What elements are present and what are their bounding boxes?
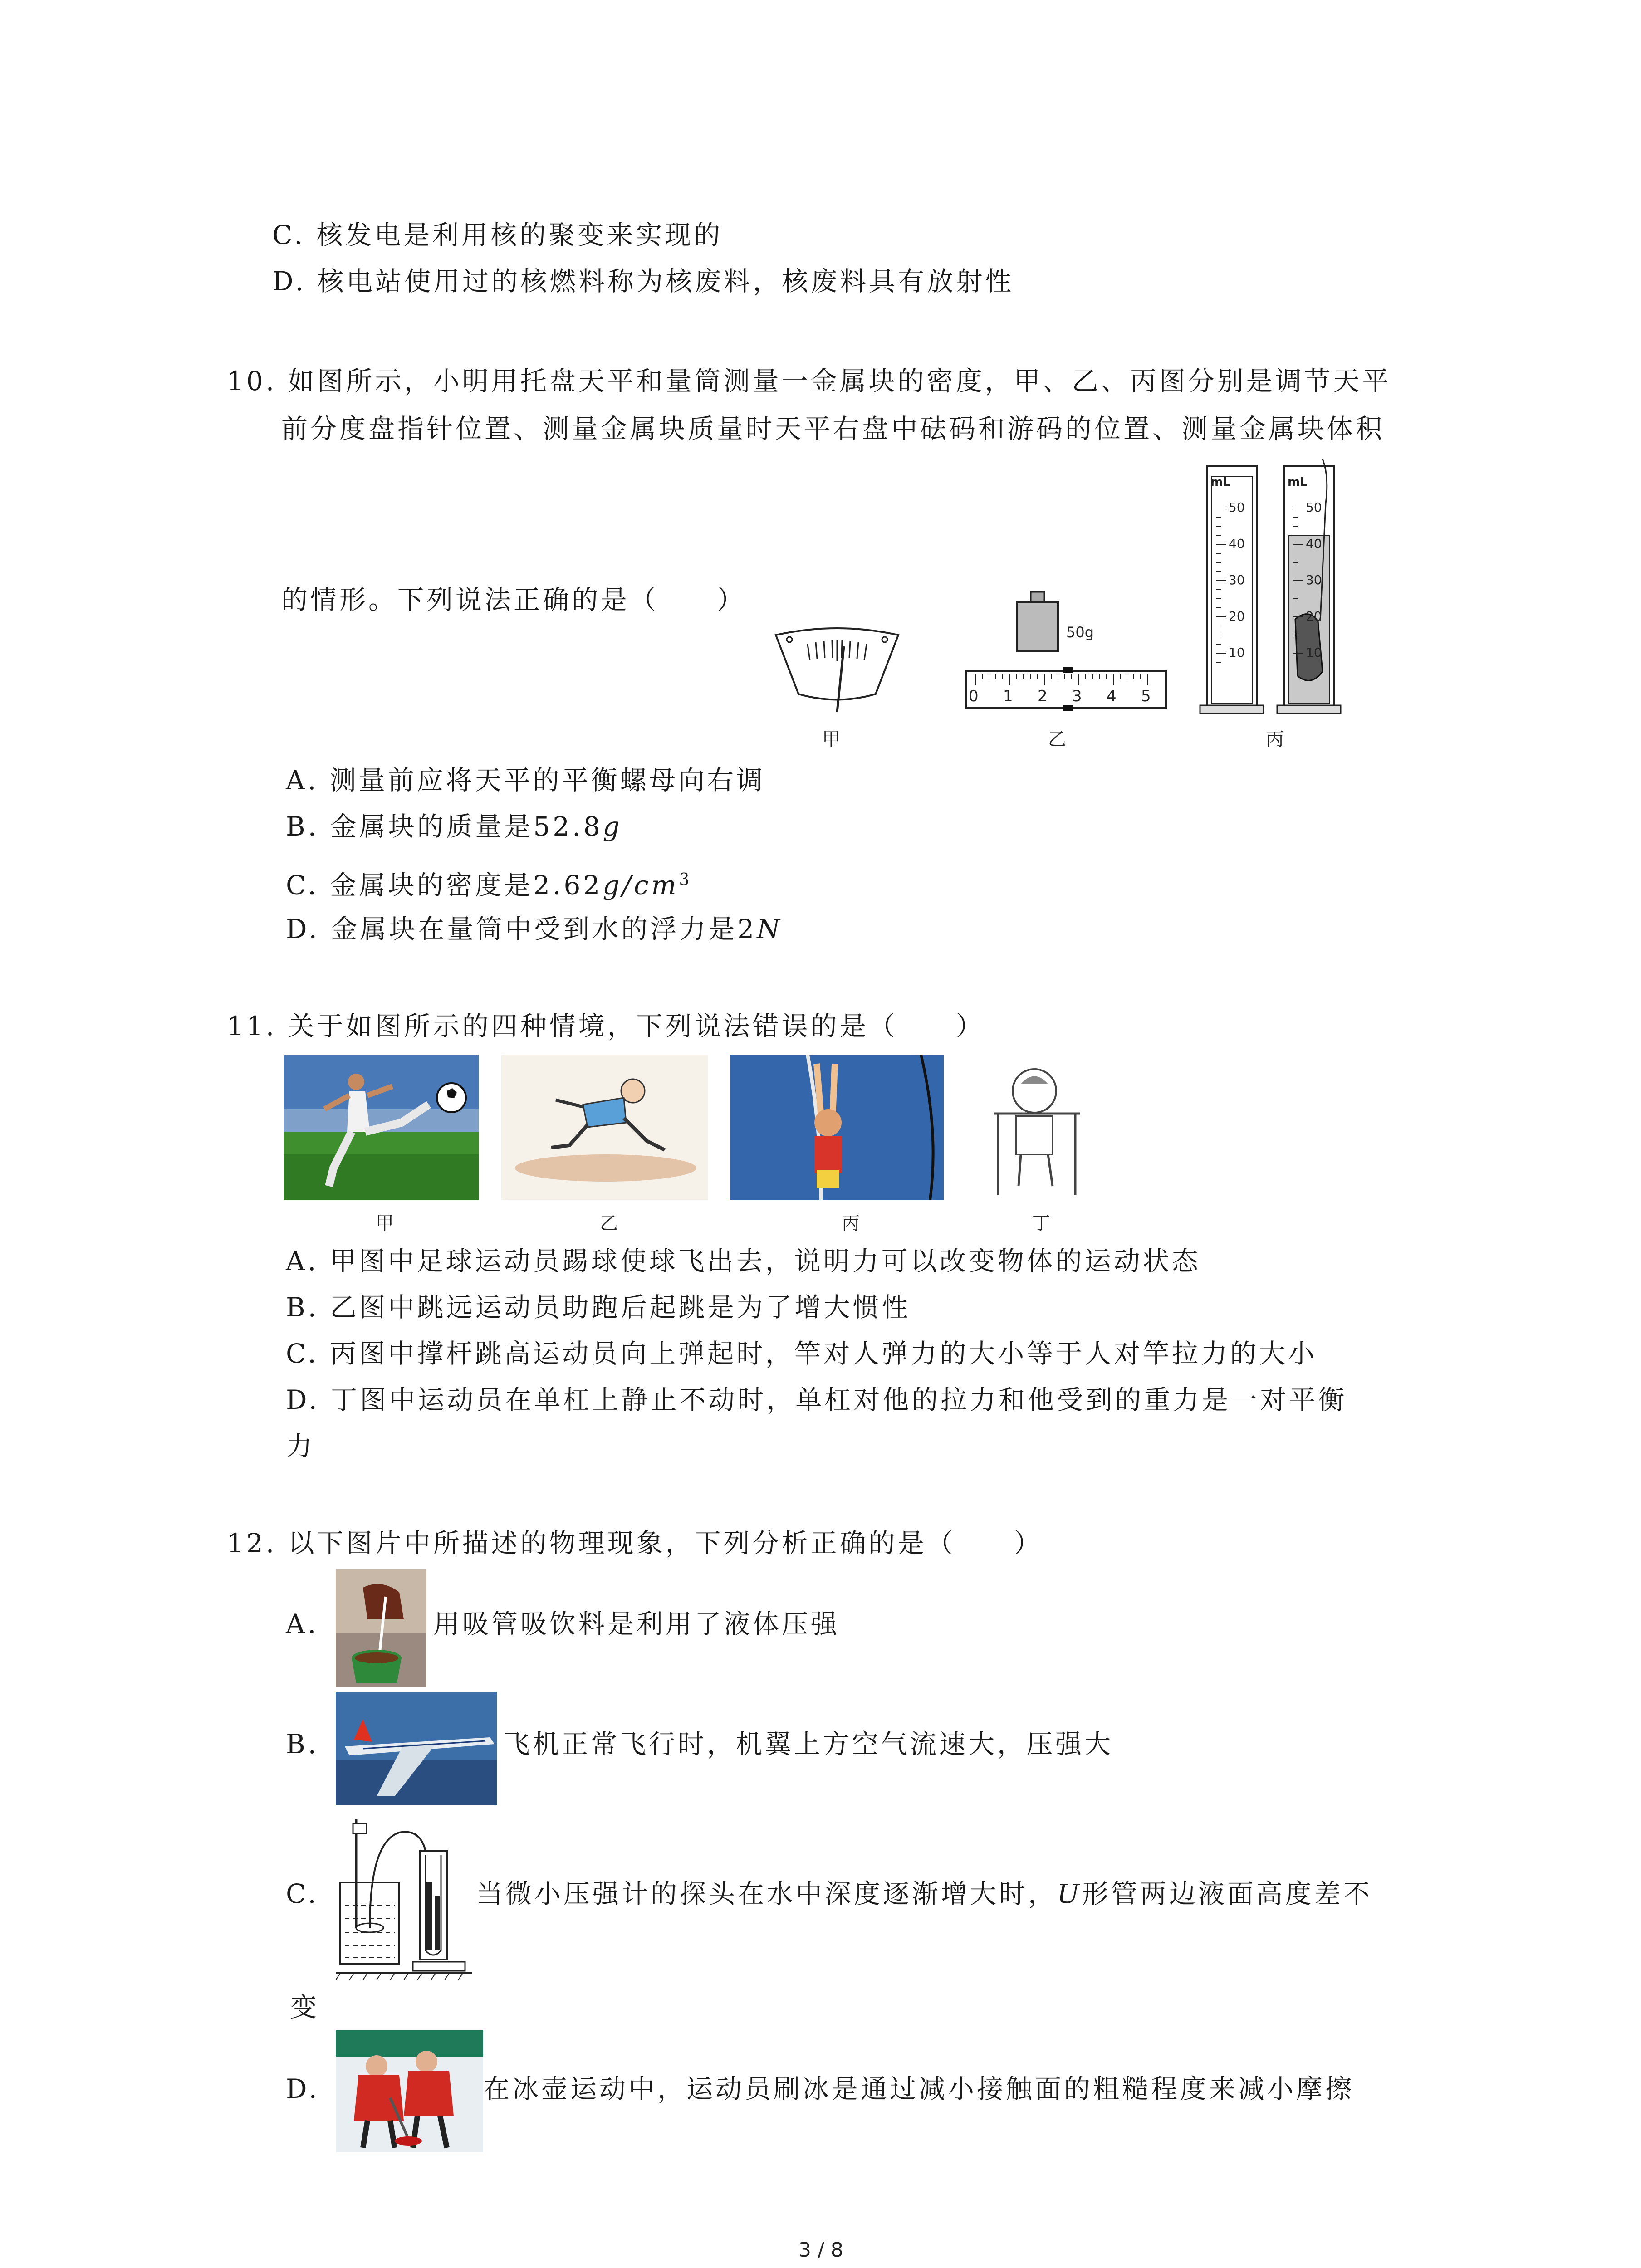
q12-option-a-text: 用吸管吸饮料是利用了液体压强 xyxy=(433,1608,840,1639)
photo-football-kick xyxy=(284,1055,479,1200)
scale-tick-2: 2 xyxy=(1038,687,1048,705)
q11-stem: 11. 关于如图所示的四种情境，下列说法错误的是（ ） xyxy=(227,1011,985,1041)
label-q11-jia: 甲 xyxy=(376,1213,394,1234)
cylinder-mark-30-b: 30 xyxy=(1306,572,1322,587)
q12-option-b-letter: B. xyxy=(286,1729,319,1760)
label-jia: 甲 xyxy=(822,729,840,750)
weight-and-rider-figure xyxy=(962,583,1171,714)
cylinder-mark-10-b: 10 xyxy=(1306,645,1322,660)
photo-airplane xyxy=(336,1692,497,1805)
weight-label: 50g xyxy=(1066,624,1094,641)
cylinder-mark-20: 20 xyxy=(1229,609,1245,624)
cylinder-mark-50-b: 50 xyxy=(1306,500,1322,515)
label-bing: 丙 xyxy=(1266,729,1284,750)
scale-tick-3: 3 xyxy=(1072,687,1082,705)
q12-stem: 12. 以下图片中所描述的物理现象，下列分析正确的是（ ） xyxy=(227,1528,1043,1559)
scale-tick-1: 1 xyxy=(1003,687,1013,705)
label-yi: 乙 xyxy=(1048,729,1066,750)
q12-option-b-text: 飞机正常飞行时，机翼上方空气流速大，压强大 xyxy=(504,1729,1114,1760)
cylinder-mark-20-b: 20 xyxy=(1306,609,1322,624)
q11-option-c: C. 丙图中撑杆跳高运动员向上弹起时，竿对人弹力的大小等于人对竿拉力的大小 xyxy=(286,1338,1318,1369)
page-number: 3 / 8 xyxy=(798,2239,843,2262)
label-q11-bing: 丙 xyxy=(842,1213,860,1234)
q12-option-c-wrap: 变 xyxy=(290,1992,320,2023)
photo-horizontal-bar xyxy=(985,1059,1084,1200)
q10-stem-line2: 前分度盘指针位置、测量金属块质量时天平右盘中砝码和游码的位置、测量金属块体积 xyxy=(281,413,1385,444)
scale-tick-5: 5 xyxy=(1141,687,1151,705)
scale-tick-4: 4 xyxy=(1107,687,1117,705)
q11-option-b: B. 乙图中跳远运动员助跑后起跳是为了增大惯性 xyxy=(286,1292,911,1323)
q12-option-c-letter: C. xyxy=(286,1878,319,1909)
q11-option-d-line2: 力 xyxy=(286,1431,315,1461)
q10-option-c: C. 金属块的密度是$2.62g/cm^3$ xyxy=(286,870,692,901)
cylinder-mark-40-b: 40 xyxy=(1306,536,1322,551)
pressure-gauge-figure xyxy=(336,1814,472,1982)
photo-curling xyxy=(336,2030,483,2152)
q9-option-c: C. 核发电是利用核的聚变来实现的 xyxy=(272,220,723,250)
photo-long-jump xyxy=(501,1055,708,1200)
cylinder-mark-40: 40 xyxy=(1229,536,1245,551)
q9-option-d: D. 核电站使用过的核燃料称为核废料，核废料具有放射性 xyxy=(272,266,1014,297)
cylinder-mark-50: 50 xyxy=(1229,500,1245,515)
q10-stem-line3: 的情形。下列说法正确的是（ ） xyxy=(281,584,746,615)
label-q11-ding: 丁 xyxy=(1032,1213,1050,1234)
cylinder-unit-left: mL xyxy=(1210,475,1230,489)
balance-dial-figure xyxy=(771,626,903,717)
q10-option-b: B. 金属块的质量是52.8g xyxy=(286,811,622,842)
cylinder-mark-30: 30 xyxy=(1229,572,1245,587)
q10-option-d: D. 金属块在量筒中受到水的浮力是2N xyxy=(286,914,783,944)
q10-stem-line1: 10. 如图所示，小明用托盘天平和量筒测量一金属块的密度，甲、乙、丙图分别是调节天平 xyxy=(227,366,1391,396)
label-q11-yi: 乙 xyxy=(600,1213,618,1234)
cylinder-mark-10: 10 xyxy=(1229,645,1245,660)
q12-option-d-text: 在冰壶运动中，运动员刷冰是通过减小接触面的粗糙程度来减小摩擦 xyxy=(483,2073,1355,2104)
q11-option-a: A. 甲图中足球运动员踢球使球飞出去，说明力可以改变物体的运动状态 xyxy=(286,1246,1201,1276)
scale-tick-0: 0 xyxy=(969,687,979,705)
cylinder-unit-right: mL xyxy=(1288,475,1308,489)
q12-option-c-text: 当微小压强计的探头在水中深度逐渐增大时，U形管两边液面高度差不 xyxy=(476,1878,1372,1909)
q12-option-d-letter: D. xyxy=(286,2073,320,2104)
q10-option-a: A. 测量前应将天平的平衡螺母向右调 xyxy=(286,765,765,796)
q11-option-d-line1: D. 丁图中运动员在单杠上静止不动时，单杠对他的拉力和他受到的重力是一对平衡 xyxy=(286,1384,1347,1415)
photo-straw-drink xyxy=(336,1569,426,1687)
photo-pole-vault xyxy=(730,1055,944,1200)
graduated-cylinders-figure xyxy=(1198,458,1352,717)
q12-option-a-letter: A. xyxy=(286,1608,319,1639)
